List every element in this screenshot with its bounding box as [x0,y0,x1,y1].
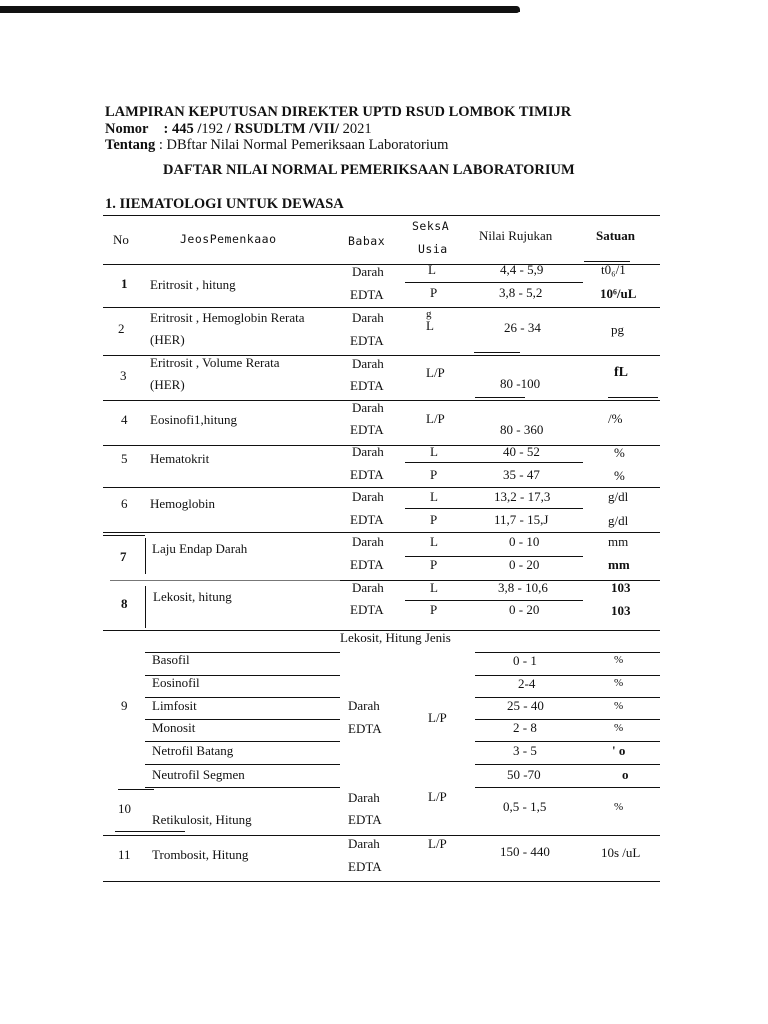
row10-bahan1: Darah [348,790,380,805]
row9-sep-right [475,719,660,720]
row1-bahan1: Darah [352,264,384,279]
row1-val1: 4,4 - 5,9 [500,262,544,277]
nomor-label: Nomor [105,121,149,137]
col-no: No [113,232,129,247]
row7-sex1: L [430,534,438,549]
header-nomor [105,121,372,138]
row5-val2: 35 - 47 [503,467,540,482]
row6-sex1: L [430,489,438,504]
row9-item-unit: % [614,700,624,712]
row5-bahan1: Darah [352,444,384,459]
row1-mid-line [405,282,583,283]
row6-val1: 13,2 - 17,3 [494,489,551,504]
row9-item-val: 2-4 [518,676,536,691]
nomor-value-b: 192 [201,121,224,137]
row9-item-name: Neutrofil Segmen [152,767,245,782]
row3-mark-line [475,397,525,398]
row9-item-name: Eosinofil [152,675,200,690]
row9-item-val: 25 - 40 [507,698,544,713]
row6-no: 6 [121,496,128,511]
row8-unit2: 103 [611,603,631,618]
row2-bahan1: Darah [352,310,384,325]
row7-val2: 0 - 20 [509,557,540,572]
row7-bottom-line-faint [110,580,340,581]
row9-bahan2: EDTA [348,721,382,736]
row8-val1: 3,8 - 10,6 [498,580,548,595]
row4-name: Eosinofi1,hitung [150,412,238,427]
row9-item-unit: % [614,722,624,734]
header-tentang [105,137,448,154]
row9-item-unit: o [622,767,629,782]
row3-name2: (HER) [150,377,185,392]
row7-top-mark [103,535,145,536]
row1-bottom-line [103,307,660,308]
row7-unit1: mm [608,534,629,549]
row6-bahan1: Darah [352,489,384,504]
row8-bahan1: Darah [352,580,384,595]
row2-name2: (HER) [150,332,185,347]
row11-bahan2: EDTA [348,859,382,874]
row9-bottom-left [145,787,340,788]
row6-mid-line [405,508,583,509]
row7-bahan1: Darah [352,534,384,549]
row10-no-mark [115,831,185,832]
row9-item-name: Monosit [152,720,196,735]
row10-sex: L/P [428,789,447,804]
row9-item-val: 0 - 1 [513,653,537,668]
row11-name: Trombosit, Hitung [152,847,249,862]
row3-bahan1: Darah [352,356,384,371]
col-bahan: Babax [348,234,386,248]
row1-no: 1 [121,276,128,291]
row9-item-val: 3 - 5 [513,743,537,758]
row4-unit: /% [608,411,623,426]
row9-item-name: Netrofil Batang [152,743,234,758]
row3-unit-line [608,397,658,398]
top-scan-bar-thin [300,10,520,12]
row1-unit1: t0₆/1 [601,262,626,277]
row2-unit: pg [611,322,624,337]
row9-item-name: Limfosit [152,698,197,713]
row4-bahan1: Darah [352,400,384,415]
row10-bahan2: EDTA [348,812,382,827]
row9-sep-right [475,764,660,765]
row8-bahan2: EDTA [350,602,384,617]
section-title: 1. IIEMATOLOGI UNTUK DEWASA [105,196,344,212]
row7-unit2: mm [608,557,630,572]
row3-unit: fL [614,365,628,380]
row9-sep-left [145,741,340,742]
row2-no: 2 [118,321,125,336]
row3-no: 3 [120,368,127,383]
row7-no: 7 [120,549,127,564]
row5-unit1: % [614,445,625,460]
row5-val1: 40 - 52 [503,444,540,459]
row2-sex1: g [426,308,432,320]
row7-left-mark [145,538,146,574]
row3-bahan2: EDTA [350,378,384,393]
header-line1: LAMPIRAN KEPUTUSAN DIREKTER UPTD RSUD LOMBOK TIMIJR [105,104,572,120]
row1-name: Eritrosit , hitung [150,277,236,292]
row9-bottom-right [475,787,660,788]
row9-no: 9 [121,698,128,713]
row10-no: 10 [118,801,131,816]
row2-mark-line [474,352,520,353]
row5-no: 5 [121,451,128,466]
row11-no: 11 [118,847,131,862]
row4-no: 4 [121,412,128,427]
row9-line-top-right [475,652,660,653]
col-satuan: Satuan [596,228,636,243]
nomor-year: 2021 [339,121,372,137]
row4-val: 80 - 360 [500,422,544,437]
row6-bahan2: EDTA [350,512,384,527]
row9-item-unit: % [614,654,624,666]
row8-sex1: L [430,580,438,595]
row10-val: 0,5 - 1,5 [503,799,547,814]
row1-unit-line [584,261,630,262]
row8-no: 8 [121,596,128,611]
col-nilai: Nilai Rujukan [479,228,553,243]
row9-sep-right [475,675,660,676]
row11-sex: L/P [428,836,447,851]
row3-name1: Eritrosit , Volume Rerata [150,355,280,370]
row6-sex2: P [430,512,438,527]
row9-item-name: Basofil [152,652,190,667]
table-bottom-line [103,881,660,882]
row11-bahan1: Darah [348,836,380,851]
row9-item-val: 2 - 8 [513,720,537,735]
row6-bottom-line [103,532,660,533]
row9-bahan1: Darah [348,698,380,713]
row6-name: Hemoglobin [150,496,215,511]
row2-name1: Eritrosit , Hemoglobin Rerata [150,310,305,325]
row9-item-unit: % [614,677,624,689]
row6-unit1: g/dl [608,489,629,504]
row3-val: 80 -100 [500,376,541,391]
row1-val2: 3,8 - 5,2 [499,285,543,300]
row1-bahan2: EDTA [350,287,384,302]
row10-unit: % [614,801,624,813]
row11-unit: 10s /uL [601,845,641,860]
row2-bahan2: EDTA [350,333,384,348]
row8-mid-line [405,600,583,601]
row4-sex: L/P [426,411,445,426]
row1-sex1: L [428,262,436,277]
row7-name: Laju Endap Darah [152,541,248,556]
row9-sep-left [145,764,340,765]
row1-unit2: 10⁶/uL [600,286,637,301]
row5-name: Hematokrit [150,451,210,466]
row9-item-unit: ' o [612,743,626,758]
col-jenis: JeosPemenkaao [180,232,277,246]
row9-sep-right [475,697,660,698]
nomor-value-a: : 445 / [163,121,202,137]
row4-bahan2: EDTA [350,422,384,437]
row6-val2: 11,7 - 15,J [494,512,549,527]
row6-unit2: g/dl [608,513,629,528]
row11-val: 150 - 440 [500,844,550,859]
row9-sep-right [475,741,660,742]
row8-sex2: P [430,602,438,617]
row7-val1: 0 - 10 [509,534,540,549]
row2-val: 26 - 34 [504,320,541,335]
table-top-line [103,215,660,216]
row8-name: Lekosit, hitung [153,589,232,604]
tentang-value: : DBftar Nilai Normal Pemeriksaan Laboratorium [158,137,449,153]
row3-sex: L/P [426,365,445,380]
row10-bottom-line [103,835,660,836]
row9-item-val: 50 -70 [507,767,541,782]
doc-title: DAFTAR NILAI NORMAL PEMERIKSAAN LABORATORIUM [163,162,575,178]
row9-group-title: Lekosit, Hitung Jenis [340,630,451,645]
col-seks: SeksA [412,219,450,233]
row5-unit2: % [614,468,625,483]
row5-sex1: L [430,444,438,459]
row2-sex2: L [426,318,434,333]
row5-mid-line [405,462,583,463]
tentang-label: Tentang [105,137,156,153]
row5-sex2: P [430,467,438,482]
row9-sex: L/P [428,710,447,725]
row10-name: Retikulosit, Hitung [152,812,252,827]
row8-val2: 0 - 20 [509,602,540,617]
row5-bahan2: EDTA [350,467,384,482]
row8-left-mark [145,586,146,628]
nomor-value-c: / RSUDLTM /VII/ [223,121,339,137]
row7-sex2: P [430,557,438,572]
row9-no-mark [118,789,154,790]
row7-bahan2: EDTA [350,557,384,572]
col-usia: Usia [418,242,448,256]
row5-bottom-line [103,487,660,488]
row8-unit1: 103 [611,580,631,595]
row7-mid-line [405,556,583,557]
row1-sex2: P [430,285,438,300]
